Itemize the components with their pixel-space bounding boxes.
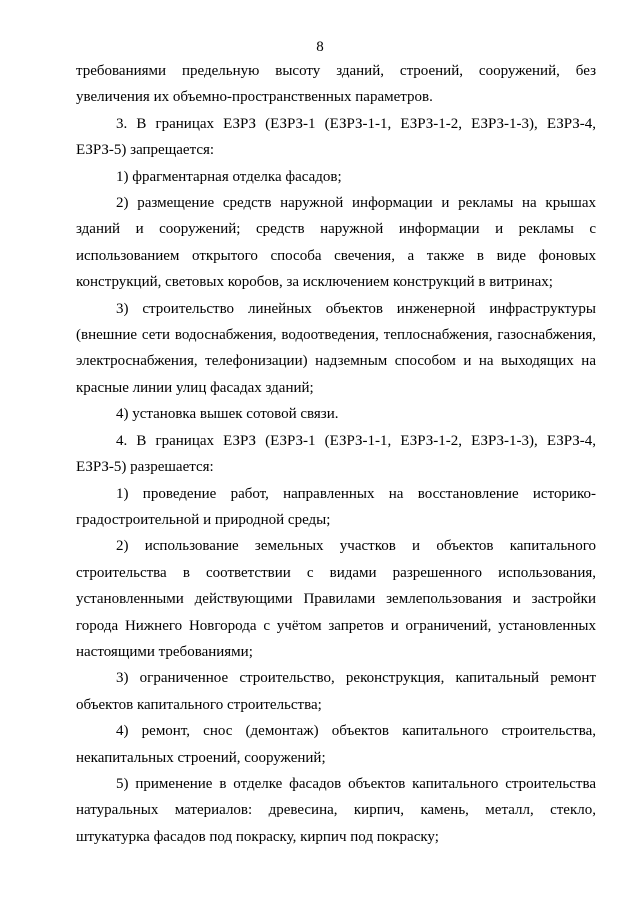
paragraph-clause-3-item-1: 1) фрагментарная отделка фасадов; bbox=[116, 168, 342, 185]
page-number: 8 bbox=[316, 39, 324, 55]
paragraph-continuation: требованиями предельную высоту зданий, строений, сооружений, без увеличения их объемно-пространственных параметров. bbox=[76, 63, 596, 106]
document-body bbox=[76, 58, 596, 850]
paragraph-clause-4-item-4: 4) ремонт, снос (демонтаж) объектов капитального строительства, некапитальных строений, сооружений; bbox=[76, 723, 596, 766]
paragraph-clause-3-item-2: 2) размещение средств наружной информации и рекламы на крышах зданий и сооружений; средств наружной информации и рекламы с использованием открытого способа свечения, а также в виде фоновых конструкций, световых коробов, за исключением конструкций в витринах; bbox=[76, 195, 596, 291]
paragraph-clause-4-item-2: 2) использование земельных участков и объектов капитального строительства в соответствии с видами разрешенного использования, установленными действующими Правилами землепользования и застройки города Нижнего Новгорода с учётом запретов и ограничений, установленных настоящими требованиями; bbox=[76, 538, 596, 660]
paragraph-clause-4: 4. В границах ЕЗРЗ (ЕЗРЗ-1 (ЕЗРЗ-1-1, ЕЗРЗ-1-2, ЕЗРЗ-1-3), ЕЗРЗ-4, ЕЗРЗ-5) разрешается: bbox=[76, 432, 596, 476]
paragraph-clause-3-item-3: 3) строительство линейных объектов инженерной инфраструктуры (внешние сети водоснабжения, водоотведения, теплоснабжения, газоснабжения, электроснабжения, телефонизации) надземным способом и на выходящих на красные линии улиц фасадах зданий; bbox=[76, 300, 596, 396]
paragraph-clause-3-item-4: 4) установка вышек сотовой связи. bbox=[116, 406, 339, 423]
paragraph-clause-3: 3. В границах ЕЗРЗ (ЕЗРЗ-1 (ЕЗРЗ-1-1, ЕЗРЗ-1-2, ЕЗРЗ-1-3), ЕЗРЗ-4, ЕЗРЗ-5) запрещается: bbox=[76, 115, 596, 159]
paragraph-clause-4-item-3: 3) ограниченное строительство, реконструкция, капитальный ремонт объектов капитального строительства; bbox=[76, 670, 596, 713]
paragraph-clause-4-item-5: 5) применение в отделке фасадов объектов капитального строительства натуральных материалов: древесина, кирпич, камень, металл, стекло, штукатурка фасадов под покраску, кирпич под покраску; bbox=[76, 775, 596, 845]
paragraph-clause-4-item-1: 1) проведение работ, направленных на восстановление историко-градостроительной и природной среды; bbox=[76, 485, 596, 528]
